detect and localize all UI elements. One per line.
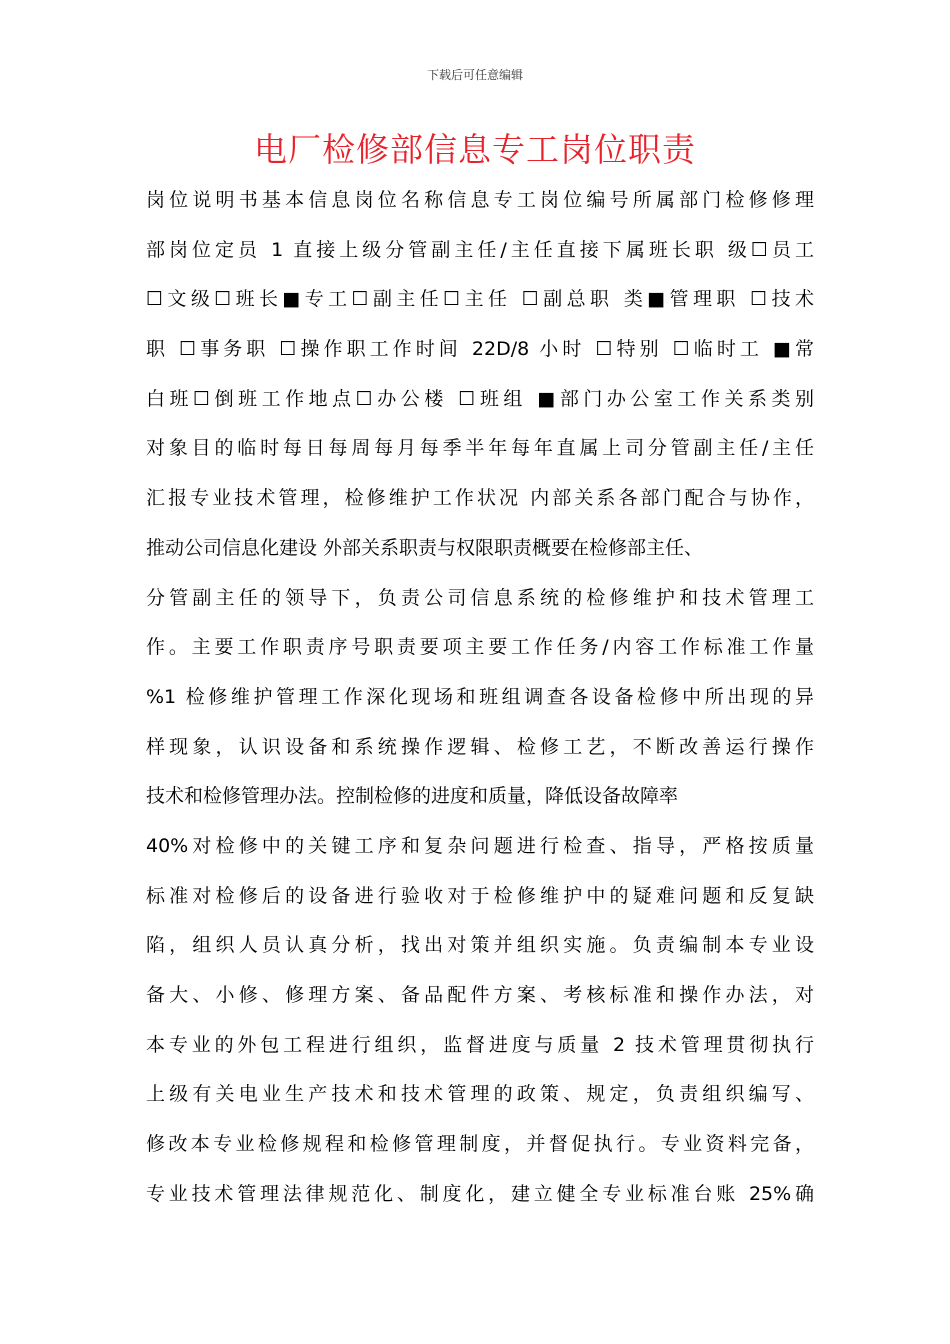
body-line: 作。主要工作职责序号职责要项主要工作任务/内容工作标准工作量 bbox=[146, 636, 814, 659]
body-line: 推动公司信息化建设 外部关系职责与权限职责概要在检修部主任、 bbox=[146, 536, 704, 559]
body-line: 上级有关电业生产技术和技术管理的政策、规定，负责组织编写、 bbox=[146, 1083, 814, 1106]
body-line: 备大、小修、修理方案、备品配件方案、考核标准和操作办法，对 bbox=[146, 984, 814, 1006]
document-body bbox=[146, 180, 814, 1223]
body-line: 职 ☐事务职 ☐操作职工作时间 22D/8 小时 ☐特别 ☐临时工 ■常 bbox=[146, 338, 814, 361]
body-line: 40%对检修中的关键工序和复杂问题进行检查、指导，严格按质量 bbox=[146, 834, 814, 857]
body-line: 白班☐倒班工作地点☐办公楼 ☐班组 ■部门办公室工作关系类别 bbox=[146, 387, 814, 410]
body-line: %1 检修维护管理工作深化现场和班组调查各设备检修中所出现的异 bbox=[146, 685, 814, 708]
body-line: 修改本专业检修规程和检修管理制度，并督促执行。专业资料完备， bbox=[146, 1133, 814, 1156]
body-line: ☐文级☐班长■专工☐副主任☐主任 ☐副总职 类■管理职 ☐技术 bbox=[146, 288, 814, 311]
body-line: 对象目的临时每日每周每月每季半年每年直属上司分管副主任/主任 bbox=[146, 437, 814, 460]
body-line: 样现象，认识设备和系统操作逻辑、检修工艺，不断改善运行操作 bbox=[146, 735, 814, 758]
body-line: 岗位说明书基本信息岗位名称信息专工岗位编号所属部门检修修理 bbox=[146, 189, 814, 211]
body-line: 标准对检修后的设备进行验收对于检修维护中的疑难问题和反复缺 bbox=[146, 884, 814, 907]
body-line: 部岗位定员 1 直接上级分管副主任/主任直接下属班长职 级☐员工 bbox=[146, 238, 814, 261]
body-line: 专业技术管理法律规范化、制度化，建立健全专业标准台账 25%确 bbox=[146, 1182, 814, 1205]
body-line: 汇报专业技术管理，检修维护工作状况 内部关系各部门配合与协作， bbox=[146, 487, 814, 510]
header-note: 下载后可任意编辑 bbox=[426, 68, 523, 82]
body-line: 陷，组织人员认真分析，找出对策并组织实施。负责编制本专业设 bbox=[146, 934, 814, 957]
body-line: 技术和检修管理办法。控制检修的进度和质量，降低设备故障率 bbox=[146, 785, 679, 808]
body-line: 本专业的外包工程进行组织，监督进度与质量 2 技术管理贯彻执行 bbox=[146, 1033, 814, 1056]
body-line: 分管副主任的领导下，负责公司信息系统的检修维护和技术管理工 bbox=[146, 586, 814, 609]
document-title: 电厂检修部信息专工岗位职责 bbox=[254, 130, 696, 169]
